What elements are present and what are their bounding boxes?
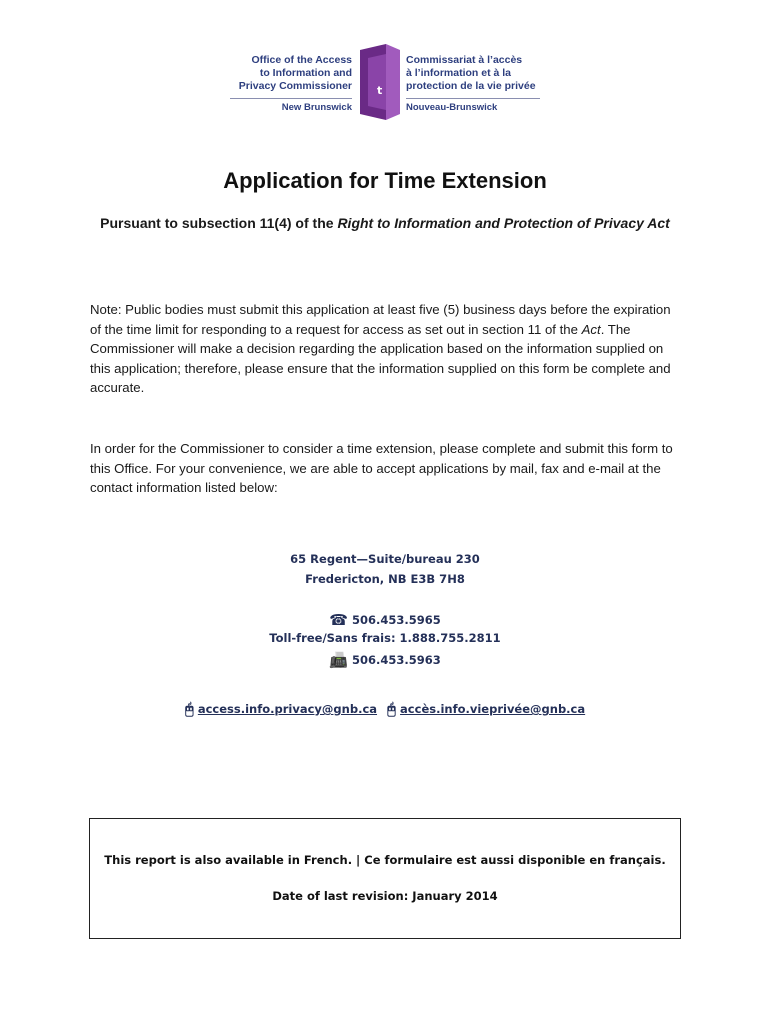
email-english-link[interactable]: access.info.privacy@gnb.ca	[197, 702, 378, 716]
fax-icon: 📠	[329, 651, 348, 669]
email-french-link[interactable]: accès.info.vieprivée@gnb.ca	[400, 702, 586, 716]
logo-french-province: Nouveau-Brunswick	[406, 102, 498, 113]
mouse-icon: 🖰	[184, 700, 194, 718]
footer-box	[89, 818, 681, 939]
document-subtitle: Pursuant to subsection 11(4) of the Right to Information and Protection of Privacy Act	[100, 215, 670, 231]
document-title: Application for Time Extension	[223, 168, 547, 193]
logo-french-name: Commissariat à l’accès à l’information et à la protection de la vie privée	[406, 54, 536, 92]
fax-number: 506.453.5963	[351, 653, 441, 667]
address-line-1: 65 Regent—Suite/bureau 230	[290, 552, 480, 566]
revision-date: Date of last revision: January 2014	[272, 889, 498, 903]
address-line-2: Fredericton, NB E3B 7H8	[305, 572, 465, 586]
fax-line	[0, 651, 770, 669]
phone-line	[0, 611, 770, 629]
act-name: Right to Information and Protection of Privacy Act	[337, 215, 670, 231]
instructions-paragraph: In order for the Commissioner to consider a time extension, please complete and submit this form to this Office. For your convenience, we are able to accept applications by mail, fax and e-mail at the contact information listed below:	[90, 441, 673, 495]
logo-divider-left	[230, 98, 352, 99]
commissioner-logo	[230, 42, 542, 122]
note-paragraph: Note: Public bodies must submit this application at least five (5) business days before the expiration of the time limit for responding to a request for access as set out in section 11 of the Act. The Commissioner will make a decision regarding the application based on the information supplied on this application; therefore, please ensure that the information supplied on this form be complete and accurate.	[90, 302, 671, 395]
mouse-icon: 🖰	[387, 700, 397, 718]
phone-number: 506.453.5965	[351, 613, 441, 627]
logo-english-province: New Brunswick	[281, 102, 352, 113]
tollfree-line: Toll-free/Sans frais: 1.888.755.2811	[269, 631, 501, 645]
availability-notice: This report is also available in French. | Ce formulaire est aussi disponible en français.	[104, 853, 666, 867]
logo-divider-right	[406, 98, 540, 99]
door-logo-icon	[356, 44, 402, 120]
telephone-icon: ☎	[329, 611, 348, 629]
email-line	[0, 700, 770, 718]
logo-english-name: Office of the Access to Information and Privacy Commissioner	[238, 54, 352, 92]
door-letter: t	[377, 84, 383, 97]
